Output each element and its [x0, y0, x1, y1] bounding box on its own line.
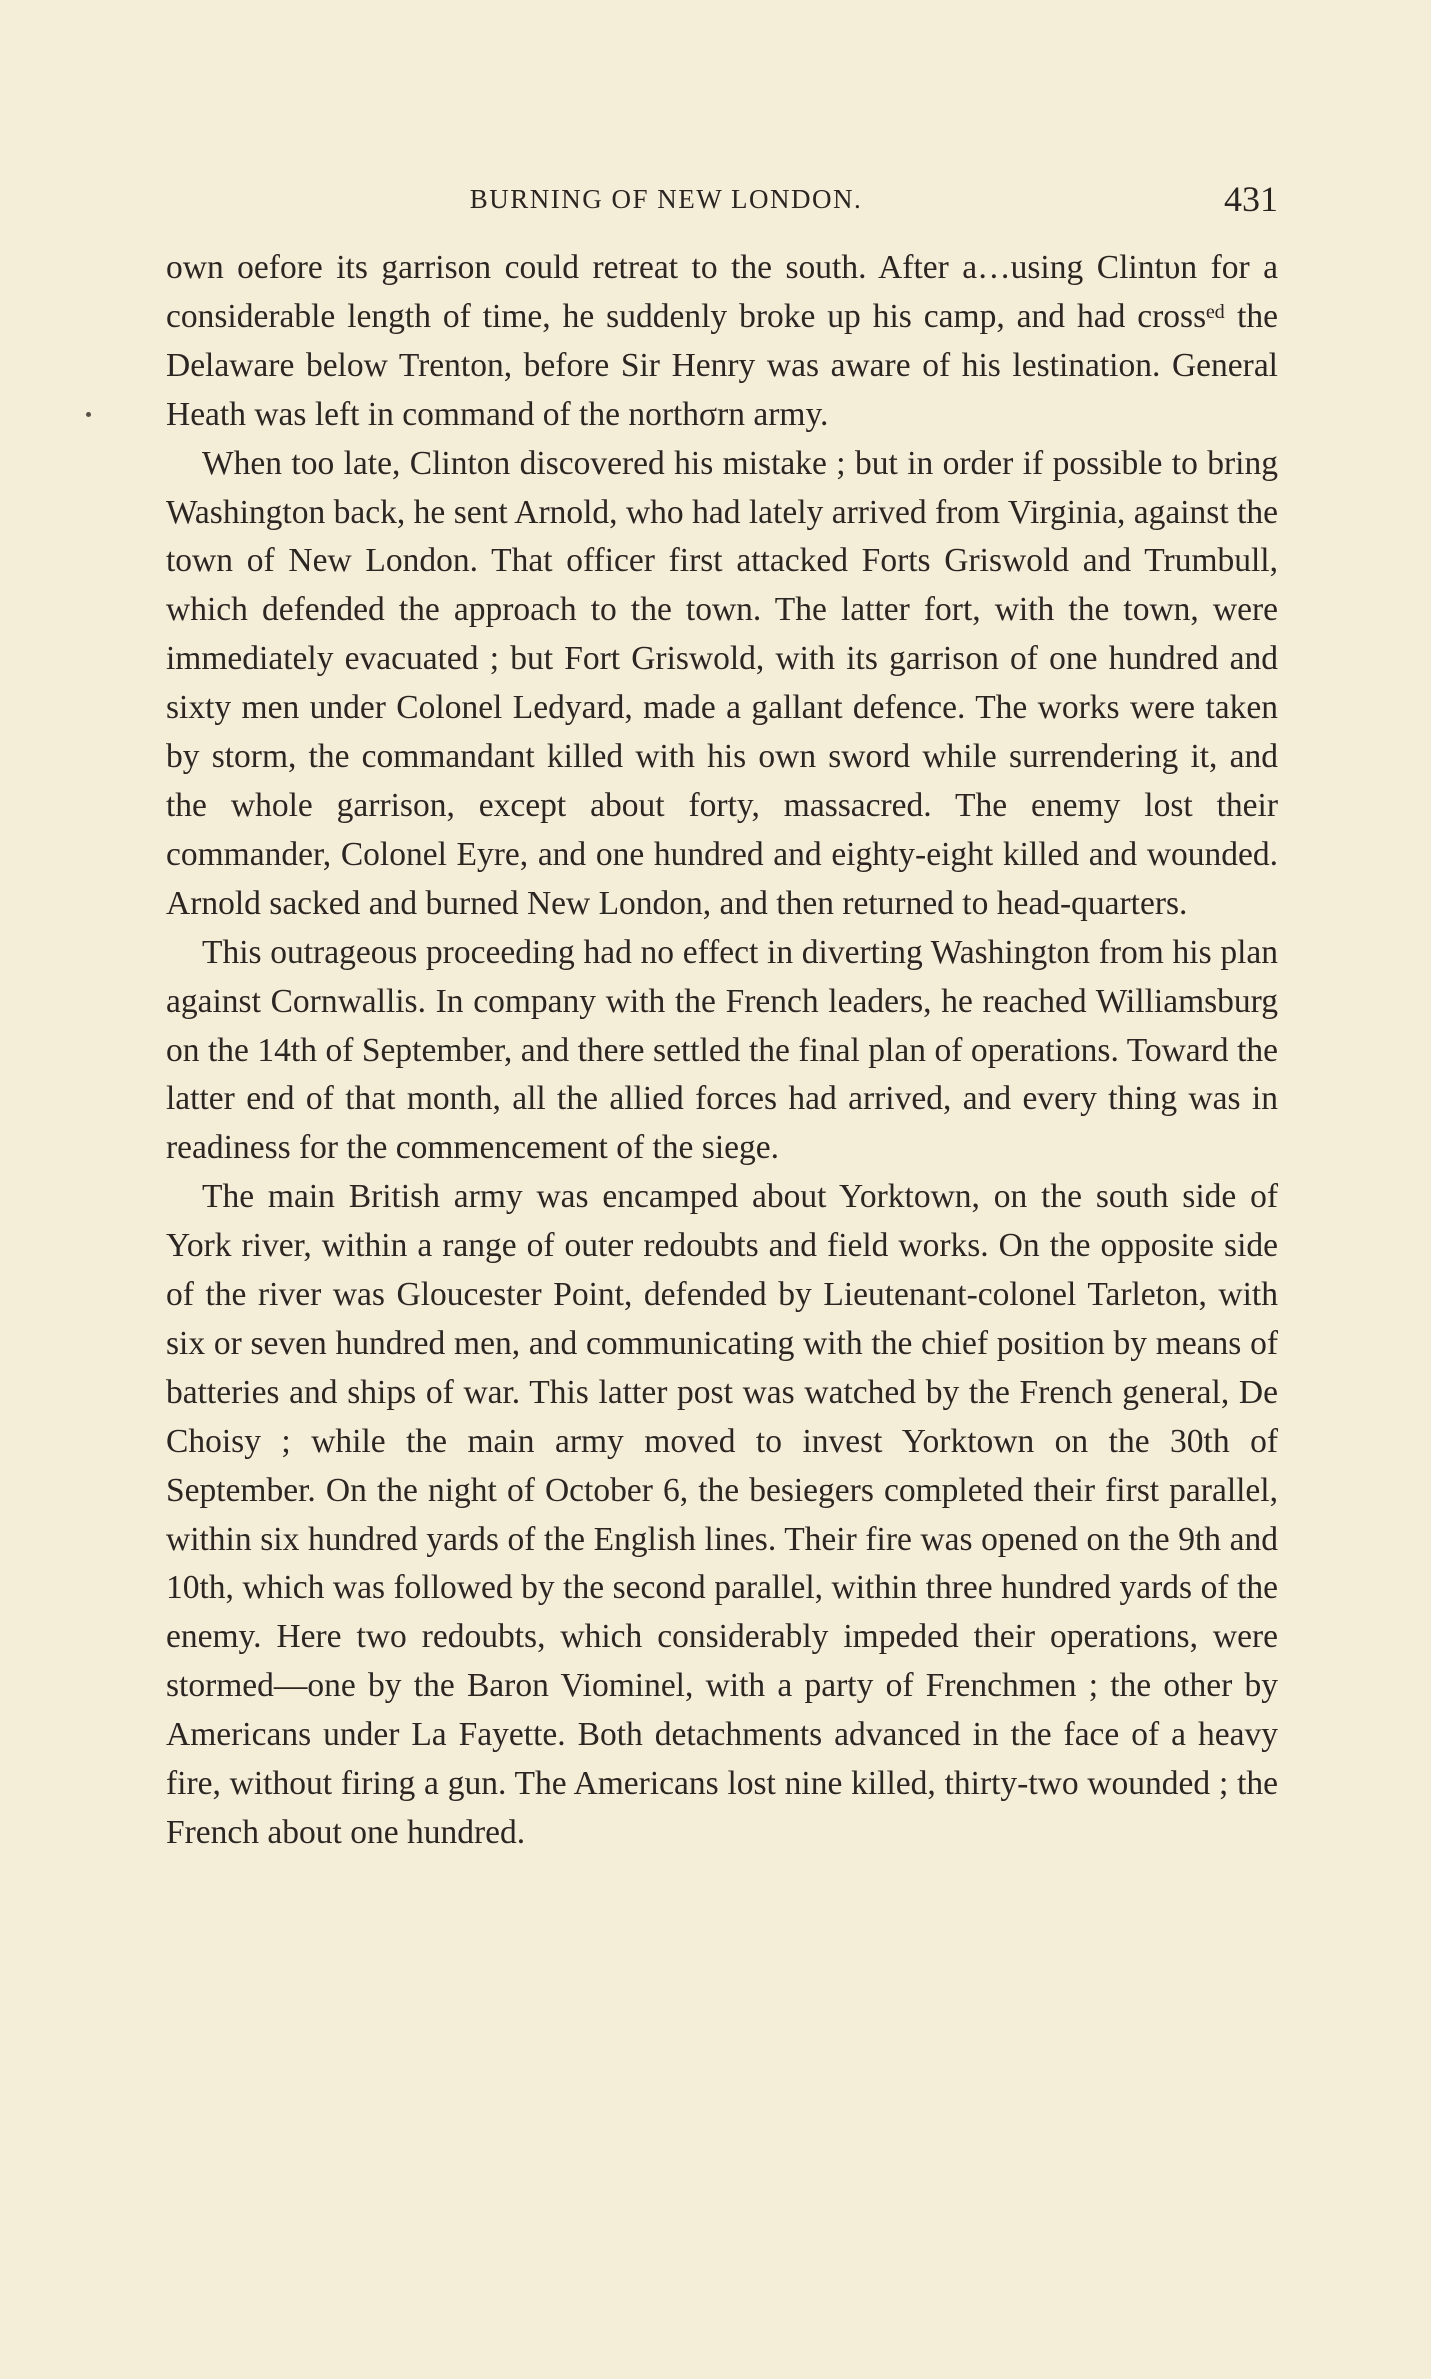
body-text	[166, 244, 1278, 1858]
paragraph-williamsburg: This outrageous proceeding had no effect in diverting Washington from his plan against Cornwallis. In company with the French leaders, he reached Williamsburg on the 14th of September, and there settled the final plan of operations. Toward the latter end of that month, all the allied forces had arrived, and every thing was in readiness for the commencement of the siege.	[166, 933, 1278, 1167]
paragraph-new-london: When too late, Clinton discovered his mistake ; but in order if possible to bring Washington back, he sent Arnold, who had lately arrived from Virginia, against the town of New London. That officer first attacked Forts Griswold and Trumbull, which defended the approach to the town. The latter fort, with the town, were immediately evacuated ; but Fort Griswold, with its garrison of one hundred and sixty men under Colonel Ledyard, made a gallant defence. The works were taken by storm, the commandant killed with his own sword while surrendering it, and the whole garrison, except about forty, massacred. The enemy lost their commander, Colonel Eyre, and one hundred and eighty-eight killed and wounded. Arnold sacked and burned New London, and then returned to head-quarters.	[166, 444, 1278, 922]
page-number: 431	[1224, 179, 1278, 219]
paragraph-yorktown: The main British army was encamped about Yorktown, on the south side of York river, within a range of outer redoubts and field works. On the opposite side of the river was Gloucester Point, defended by Lieutenant-colonel Tarleton, with six or seven hundred men, and communicating with the chief position by means of batteries and ships of war. This latter post was watched by the French general, De Choisy ; while the main army moved to invest Yorktown on the 30th of September. On the night of October 6, the besiegers completed their first parallel, within six hundred yards of the English lines. Their fire was opened on the 9th and 10th, which was followed by the second parallel, within three hundred yards of the enemy. Here two redoubts, which considerably impeded their operations, were stormed—one by the Baron Viominel, with a party of Frenchmen ; the other by Americans under La Fayette. Both detachments advanced in the face of a heavy fire, without firing a gun. The Americans lost nine killed, thirty-two wounded ; the French about one hundred.	[166, 1178, 1278, 1851]
margin-mark	[86, 412, 91, 417]
chapter-title: BURNING OF NEW LONDON.	[469, 184, 863, 214]
paragraph-continued: own оefore its garrison could retreat to the south. After a…using Clintυn for a considerable length of time, he suddenly broke up his camp, and had crossᵉᵈ the Delaware below Trenton, before Sir Henry was aware of his lestination. General Heath was left in command of the northσrn army.	[166, 249, 1278, 433]
running-head	[166, 178, 1278, 222]
